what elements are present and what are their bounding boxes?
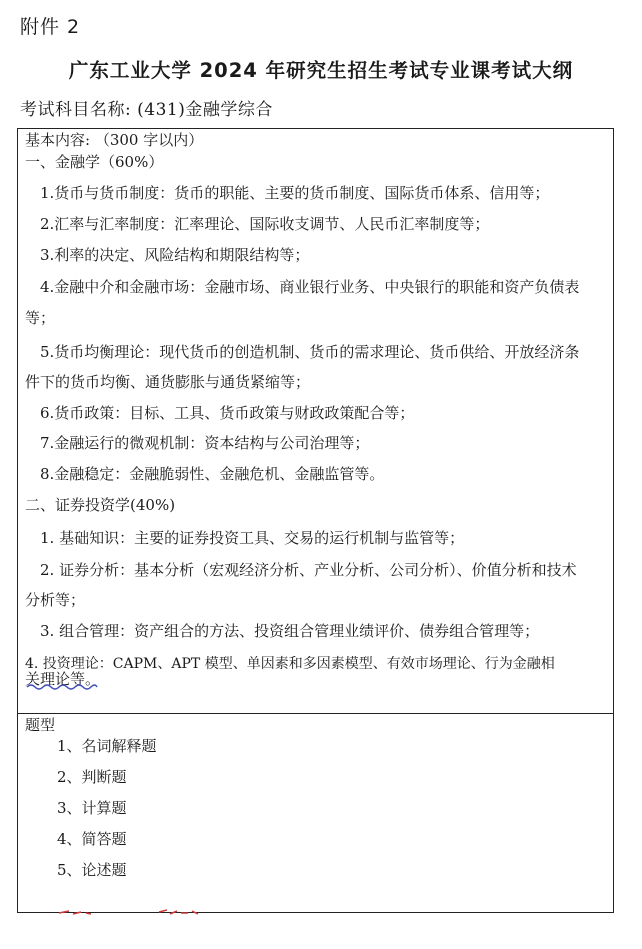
list-item: 1、名词解释题 <box>57 737 157 755</box>
section-securities-title: 二、证券投资学(40%) <box>25 496 176 514</box>
question-types-heading: 题型 <box>25 716 56 734</box>
subject-name: 考试科目名称: (431)金融学综合 <box>20 100 273 120</box>
list-item-continuation: 关理论等。 <box>25 670 101 688</box>
list-item: 1.货币与货币制度：货币的职能、主要的货币制度、国际货币体系、信用等； <box>40 184 550 202</box>
basic-content-heading: 基本内容: （300 字以内） <box>25 131 204 149</box>
list-item: 4、简答题 <box>57 830 127 848</box>
attachment-label: 附件 2 <box>20 16 81 38</box>
list-item: 4. 投资理论：CAPM、APT 模型、单因素和多因素模型、有效市场理论、行为金融相 <box>25 656 555 672</box>
list-item: 2. 证券分析：基本分析（宏观经济分析、产业分析、公司分析）、价值分析和技术 <box>40 561 577 579</box>
list-item-continuation: 等； <box>25 309 56 327</box>
list-item: 3.利率的决定、风险结构和期限结构等； <box>40 246 310 264</box>
list-item: 5、论述题 <box>57 861 127 879</box>
list-item-continuation: 分析等； <box>25 591 86 609</box>
stamp-marks <box>55 905 255 919</box>
list-item-continuation: 件下的货币均衡、通货膨胀与通货紧缩等； <box>25 373 311 391</box>
table-divider <box>17 713 614 714</box>
list-item: 1. 基础知识：主要的证券投资工具、交易的运行机制与监管等； <box>40 529 465 547</box>
document-title: 广东工业大学 2024 年研究生招生考试专业课考试大纲 <box>68 59 574 82</box>
section-finance-title: 一、金融学（60%） <box>25 153 164 171</box>
list-item: 5.货币均衡理论：现代货币的创造机制、货币的需求理论、货币供给、开放经济条 <box>40 343 580 361</box>
list-item: 8.金融稳定：金融脆弱性、金融危机、金融监管等。 <box>40 465 385 483</box>
list-item: 2、判断题 <box>57 768 127 786</box>
list-item: 3、计算题 <box>57 799 127 817</box>
list-item: 4.金融中介和金融市场：金融市场、商业银行业务、中央银行的职能和资产负债表 <box>40 278 580 296</box>
list-item: 3. 组合管理：资产组合的方法、投资组合管理业绩评价、债券组合管理等； <box>40 622 540 640</box>
handwritten-underline <box>26 683 98 691</box>
list-item: 2.汇率与汇率制度：汇率理论、国际收支调节、人民币汇率制度等； <box>40 215 490 233</box>
list-item: 6.货币政策：目标、工具、货币政策与财政政策配合等； <box>40 404 415 422</box>
list-item: 7.金融运行的微观机制：资本结构与公司治理等； <box>40 434 370 452</box>
